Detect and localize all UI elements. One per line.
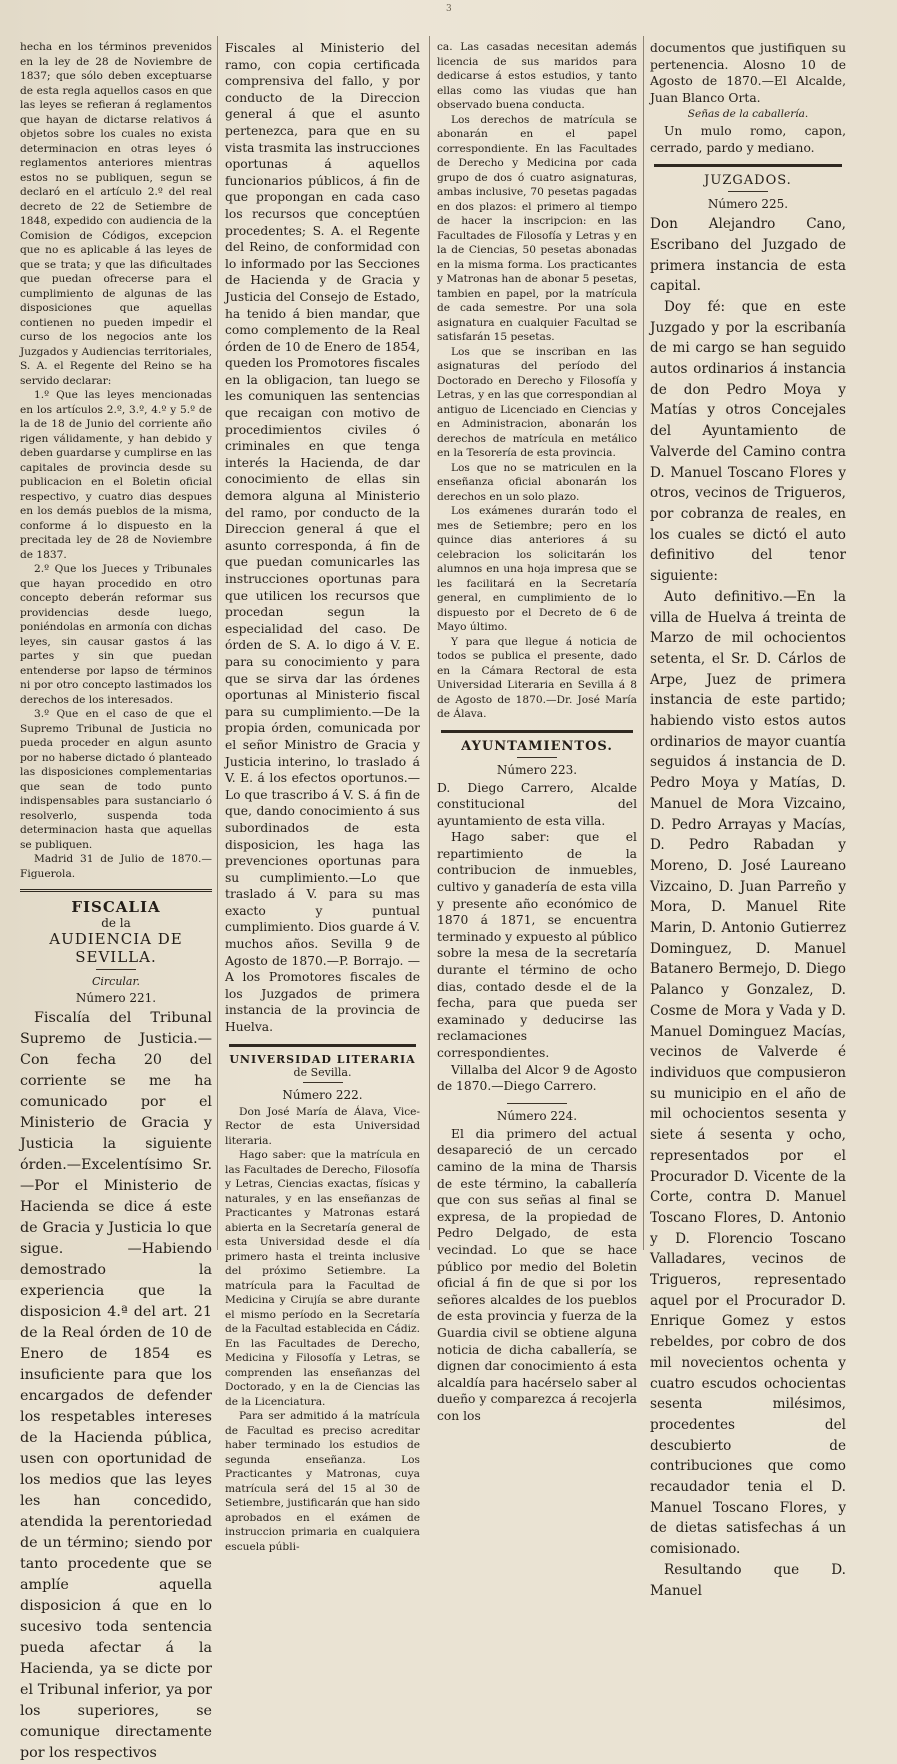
signature-line: Madrid 31 de Julio de 1870.—Figuerola. [20,853,212,880]
paragraph: Los que no se matriculen en la enseñanza oficial abonarán los derechos en un solo plazo. [437,461,637,503]
section-rule [20,889,212,892]
column-1 [20,40,212,1761]
notice-number: Número 224. [496,1108,578,1123]
paragraph: Hago saber: que el repartimiento de la contribucion de inmuebles, cultivo y ganadería de esta villa y presente año económico de 1870 á 1871, se encuentra terminado y expuesto al público sobre la mesa de la secretaría durante el término de ocho dias, contado desde el de la fecha, para que pueda ser examinado y deducirse las reclamaciones correspondientes. [437,830,637,1060]
universidad-text [225,1105,420,1555]
fiscalia-continued [225,40,420,1036]
decree-text [20,40,212,881]
paragraph: Y para que llegue á noticia de todos se publica el presente, dado en la Cámara Rectoral de esta Universidad Literaria en Sevilla á 8 de Agosto de 1870.—Dr. José María de Álava. [437,635,637,720]
section-title-audiencia: AUDIENCIA DE SEVILLA. [49,930,183,966]
divider [517,757,557,758]
divider [96,969,136,970]
universidad-continued [437,40,637,722]
ayuntamiento-text [437,780,637,1095]
paragraph: El dia primero del actual desapareció de un cercado camino de la mina de Tharsis de este término, la caballería que con sus señas al final se expresa, de la propiedad de Pedro Delgado, de esta vecindad. Lo que se hace público por medio del Boletin oficial á fin de que si por los señores alcaldes de los pueblos de esta provincia y fuerza de la Guardia civil se obtiene alguna noticia de dicha caballería, se dignen dar conocimiento á esta alcaldía para hacérselo saber al dueño y comparezca á recojerla con los [437,1126,637,1423]
paragraph: documentos que justifiquen su pertenencia. Alosno 10 de Agosto de 1870.—El Alcalde, Juan Blanco Orta. [650,41,846,105]
senas-title: Señas de la caballería. [687,108,809,121]
paragraph: Fiscales al Ministerio del ramo, con copia certificada comprensiva del fallo, y por conducto de la Direccion general á que el asunto pertenezca, para que en su vista trasmita las instrucciones oportunas á aquellos funcionarios públicos, á fin de que propongan en cada caso los recursos que conceptúen procedentes; S. A. el Regente del Reino, de conformidad con lo informado por las Secciones de Hacienda y de Gracia y Justicia del Consejo de Estado, ha tenido á bien mandar, que como complemento de la Real órden de 10 de Enero de 1854, queden los Promotores fiscales en la obligacion, tan luego se les comuniquen las sentencias que recaigan con motivo de procedimientos civiles ó criminales en que tenga interés la Hacienda, de dar conocimiento de ellas sin demora alguna al Ministerio del ramo, por conducto de la Direccion general á que el asunto corresponda, á fin de que puedan comunicarles las instrucciones oportunas para que utilicen los recursos que procedan segun la especialidad del caso. De órden de S. A. lo digo á V. E. para su conocimiento y para que se sirva dar las órdenes oportunas al Ministerio fiscal para su cumplimiento.—De la propia órden, comunicada por el señor Ministro de Gracia y Justicia interino, lo traslado á V. E. á los efectos oportunos.—Lo que trascribo á V. S. á fin de que, dando conocimiento á sus subordinados de esta disposicion, les haga las prevenciones oportunas para su cumplimiento.—Lo que traslado á V. para su mas exacto y puntual cumplimiento. Dios guarde á V. muchos años. Sevilla 9 de Agosto de 1870.—P. Borrajo. —A los Promotores fiscales de los Juzgados de primera instancia de la provincia de Huelva. [225,41,420,1035]
section-rule [441,730,633,733]
paragraph: Resultando que D. Manuel [650,1561,846,1599]
column-divider [429,36,430,1250]
juzgado-text [650,214,846,1601]
caballeria-continued [650,40,846,156]
divider [728,191,768,192]
paragraph: Don José María de Álava, Vice-Rector de esta Universidad literaria. [225,1105,420,1147]
notice-number: Número 225. [707,197,789,212]
section-title-universidad: UNIVERSIDAD LITERARIA [229,1052,416,1066]
paragraph: Don Alejandro Cano, Escribano del Juzgado de primera instancia de esta capital. [650,216,846,295]
section-subtitle: de Sevilla. [293,1065,352,1079]
column-divider [217,36,218,1250]
notice-number: Número 223. [496,762,578,777]
paragraph: Un mulo romo, capon, cerrado, pardo y mediano. [650,123,846,155]
section-title-ayuntamientos: AYUNTAMIENTOS. [461,738,613,754]
paragraph: Villalba del Alcor 9 de Agosto de 1870.—Diego Carrero. [437,1062,637,1094]
paragraph: Los derechos de matrícula se abonarán en el papel correspondiente. En las Facultades de Derecho y Medicina por cada grupo de dos ó cuatro asignaturas, ambas inclusive, 70 pesetas pagadas en dos plazos: el primero al tiempo de hacer la inscripcion: en las Facultades de Filosofía y Letras y en la de Ciencias, 50 pesetas abonadas en la misma forma. Los practicantes y Matronas han de abonar 5 pesetas, tambien en papel, por la matrícula de cada semestre. Por una sola asignatura en cualquier Facultad se satisfarán 15 pesetas. [437,113,637,343]
paragraph: hecha en los términos prevenidos en la ley de 28 de Noviembre de 1837; que sólo deben exceptuarse de esta regla aquellos casos en que las leyes se refieran á reglamentos que hayan de dictarse relativos á objetos sobre los cuales no exista determinacion en otras leyes ó reglamentos anteriores mientras estos no se publiquen, segun se declaró en el artículo 2.º del real decreto de 22 de Setiembre de 1848, expedido con audiencia de la Comision de Códigos, excepcion que no es aplicable á las leyes de que se trata; y que las dificultades que puedan ofrecerse para el cumplimiento de algunas de las disposiciones que aquellas contienen no pueden impedir el curso de los negocios ante los Juzgados y Audiencias territoriales, S. A. el Regente del Reino se ha servido declarar: [20,41,212,387]
section-rule [229,1044,416,1047]
column-divider [643,36,644,1250]
paragraph: D. Diego Carrero, Alcalde constitucional del ayuntamiento de esta villa. [437,780,637,828]
section-title-juzgados: JUZGADOS. [704,173,792,189]
page-number: 3 [446,4,452,14]
paragraph: 3.º Que en el caso de que el Supremo Tribunal de Justicia no pueda proceder en algun asunto por no haberse dictado ó planteado las disposiciones complementarias que sean de todo punto indispensables para sustanciarlo ó resolverlo, suspenda toda determinacion hasta que aquellas se publiquen. [20,708,212,851]
divider [507,1103,567,1104]
section-rule [654,164,842,167]
column-4 [650,40,846,1599]
section-subtitle: de la [101,916,131,930]
paragraph: Los exámenes durarán todo el mes de Setiembre; pero en los quince dias anteriores á su celebracion los solicitarán los alumnos en una hoja impresa que se les facilitará en la Secretaría general, en cumplimiento de lo dispuesto por el Decreto de 6 de Mayo último. [437,505,637,633]
paragraph: Doy fé: que en este Juzgado y por la escribanía de mi cargo se han seguido autos ordinarios á instancia de don Pedro Moya y Matías y otros Concejales del Ayuntamiento de Valverde del Camino contra D. Manuel Toscano Flores y otros, vecinos de Trigueros, por cobranza de reales, en los cuales se dictó el auto definitivo del tenor siguiente: [650,298,846,585]
column-3 [437,40,637,1423]
paragraph: 2.º Que los Jueces y Tribunales que hayan procedido en otro concepto deberán reformar sus providencias desde luego, poniéndolas en armonía con dichas leyes, sin causar gastos á las partes y sin que puedan entenderse por lapso de términos ni por otro concepto lastimados los derechos de los interesados. [20,563,212,706]
paragraph: ca. Las casadas necesitan además licencia de sus maridos para dedicarse á estos estudios, y tanto ellas como las viudas que han observado buena conducta. [437,41,637,111]
circular-label: Circular. [91,975,141,988]
notice-number: Número 221. [75,991,157,1005]
section-title-fiscalia: FISCALIA [71,898,161,916]
divider [303,1082,343,1083]
paragraph: Fiscalía del Tribunal Supremo de Justicia.—Con fecha 20 del corriente se me ha comunicado por el Ministerio de Gracia y Justicia la siguiente órden.—Excelentísimo Sr.—Por el Ministerio de Hacienda se dice á este de Gracia y Justicia lo que sigue. —Habiendo demostrado la experiencia que la disposicion 4.ª del art. 21 de la Real órden de 10 de Enero de 1854 es insuficiente para que los encargados de defender los respetables intereses de la Hacienda pública, usen con oportunidad de los medios que las leyes les han concedido, atendida la perentoriedad de un término; siendo por tanto procedente que se amplíe aquella disposicion á que en lo sucesivo toda sentencia pueda afectar á la Hacienda, ya se dicte por el Tribunal inferior, ya por los superiores, se comunique directamente por los respectivos [20,1010,212,1761]
paragraph: Para ser admitido á la matrícula de Facultad es preciso acreditar haber terminado los estudios de segunda enseñanza. Los Practicantes y Matronas, cuya matrícula será del 15 al 30 de Setiembre, justificarán que han sido aprobados en el exámen de instruccion primaria en cualquiera escuela públi- [225,1410,420,1553]
notice-number: Número 222. [282,1087,363,1102]
fiscalia-text [20,1008,212,1764]
paragraph: Hago saber: que la matrícula en las Facultades de Derecho, Filosofía y Letras, Ciencias exactas, físicas y naturales, y en las enseñanzas de Practicantes y Matronas estará abierta en la Secretaría general de esta Universidad desde el día primero hasta el treinta inclusive del próximo Setiembre. La matrícula para la Facultad de Medicina y Cirujía se abre durante el mismo período en la Secretaría de la Facultad establecida en Cádiz. En las Facultades de Derecho, Medicina y Filosofía y Letras, se comprenden las enseñanzas del Doctorado, y en la de Ciencias las de la Licenciatura. [225,1149,420,1408]
column-2 [225,40,420,1553]
caballeria-text [437,1126,637,1425]
paragraph: Los que se inscriban en las asignaturas del período del Doctorado en Derecho y Filosofía y Letras, y en las que correspondian al antiguo de Licenciado en Ciencias y en Administracion, abonarán los derechos de matrícula en metálico en la Tesorería de esta provincia. [437,345,637,459]
paragraph: 1.º Que las leyes mencionadas en los artículos 2.º, 3.º, 4.º y 5.º de la de 18 de Junio del corriente año rigen válidamente, y han debido y deben guardarse y cumplirse en las capitales de provincia desde su publicacion en el Boletin oficial respectivo, y cuatro dias despues en los demás pueblos de la misma, conforme á lo dispuesto en la precitada ley de 28 de Noviembre de 1837. [20,389,212,561]
paragraph: Auto definitivo.—En la villa de Huelva á treinta de Marzo de mil ochocientos setenta, el Sr. D. Cárlos de Arpe, Juez de primera instancia de este partido; habiendo visto estos autos ordinarios de mayor cuantía seguidos á instancia de D. Pedro Moya y Matías, D. Manuel de Mora Vizcaino, D. Pedro Arrayas y Macías, D. Pedro Rabadan y Moreno, D. José Laureano Vizcaino, D. Juan Parreño y Mora, D. Manuel Rite Marin, D. Antonio Gutierrez Dominguez, D. Manuel Batanero Bermejo, D. Diego Palanco y Gonzalez, D. Cosme de Mora y Vada y D. Manuel Dominguez Macías, vecinos de Valverde é individuos que compusieron su municipio en el año de mil ochocientos sesenta y siete á sesenta y ocho, representados por el Procurador D. Vicente de la Corte, contra D. Manuel Toscano Flores, D. Antonio y D. Florencio Toscano Valladares, vecinos de Trigueros, representado aquel por el Procurador D. Enrique Gomez y estos rebeldes, por cobro de dos mil novecientos ochenta y cuatro escudos ochocientas sesenta milésimos, procedentes del descubierto de contribuciones que como recaudador tenia el D. Manuel Toscano Flores, y de dietas satisfechas á un comisionado. [650,588,846,1558]
